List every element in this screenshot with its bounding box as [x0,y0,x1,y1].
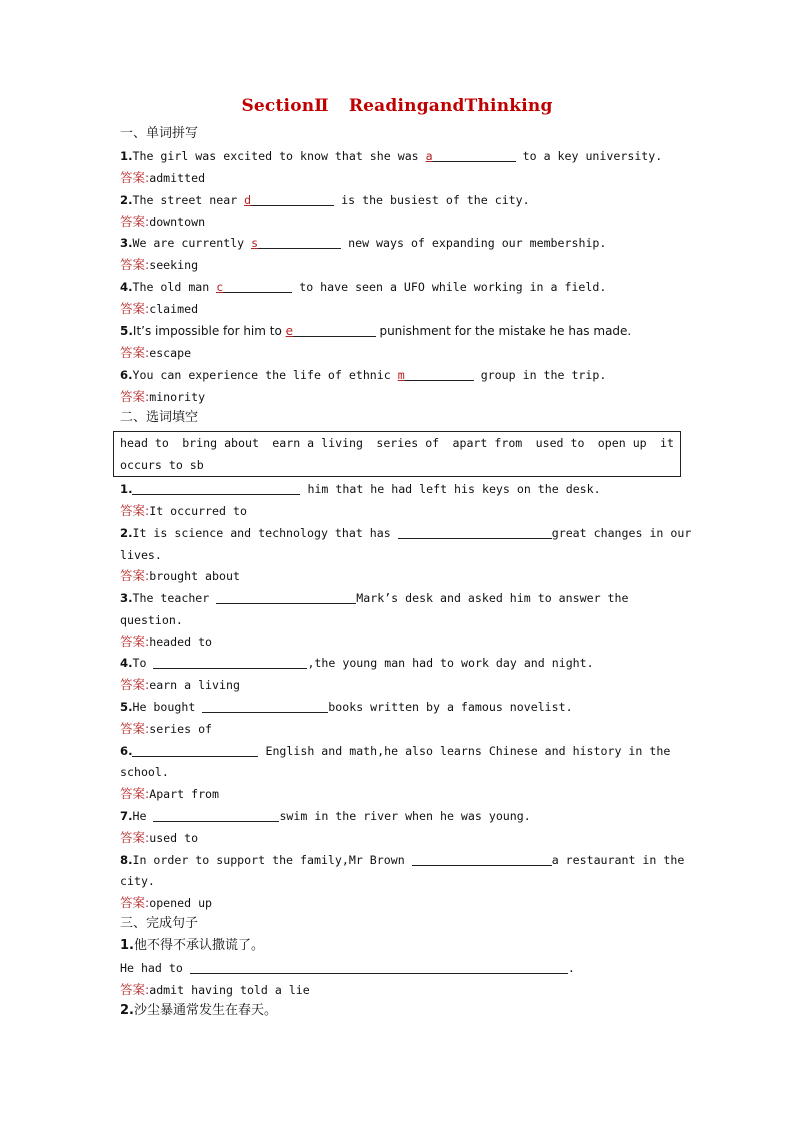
s2-a5: 答案:series of [120,721,213,736]
s1-a2: 答案:downtown [120,214,206,229]
s3-a1: 答案:admit having told a lie [120,982,310,997]
s2-a4: 答案:earn a living [120,677,240,692]
word-option: used to [535,436,585,450]
s2-q3: 3.The teacher Mark’s desk and asked him to answer the [120,591,629,605]
word-option: it [659,436,674,450]
word-option: head to [120,436,169,450]
s2-q3-cont: question. [120,613,183,627]
s2-q5: 5.He bought books written by a famous novelist. [120,700,573,714]
s2-a3: 答案:headed to [120,634,213,649]
s2-q4: 4.To ,the young man had to work day and night. [120,656,594,670]
s1-q5-blank[interactable]: e [286,322,376,337]
s1-a5: 答案:escape [120,345,192,360]
title-section: SectionⅡ [241,96,329,116]
s1-q6-blank[interactable]: m [398,366,474,381]
s3-q1: He had to . [120,961,575,975]
s1-q4: 4.The old man c to have seen a UFO while working in a field. [120,280,607,294]
section3-heading: 三、完成句子 [120,916,199,931]
s2-q7-blank[interactable] [153,807,279,822]
s2-q6-blank[interactable] [132,742,258,757]
s1-q4-blank[interactable]: c [216,278,292,293]
s2-q8-blank[interactable] [412,851,552,866]
s1-a4: 答案:claimed [120,301,199,316]
s2-a2: 答案:brought about [120,568,240,583]
s2-q2: 2.It is science and technology that has great changes in our [120,526,692,540]
word-option: bring about [182,436,259,450]
word-box-row1 [120,432,674,454]
s3-q2-chinese: 2.沙尘暴通常发生在春天。 [120,1003,277,1018]
s1-q1: 1.The girl was excited to know that she was a to a key university. [120,149,663,163]
s2-a8: 答案:opened up [120,895,213,910]
s1-q2: 2.The street near d is the busiest of the city. [120,193,530,207]
word-option: earn a living [272,436,364,450]
s1-a1: 答案:admitted [120,170,206,185]
section1-heading: 一、单词拼写 [120,126,199,141]
s2-q2-cont: lives. [120,548,162,562]
s2-q7: 7.He swim in the river when he was young. [120,809,531,823]
title-reading-thinking: ReadingandThinking [348,96,553,116]
s3-q1-blank[interactable] [190,959,568,974]
s2-q1-blank[interactable] [132,480,300,495]
s3-q1-chinese: 1.他不得不承认撒谎了。 [120,938,264,953]
word-box-row2: occurs to sb [120,458,204,472]
s2-q3-blank[interactable] [216,589,356,604]
s1-a6: 答案:minority [120,389,206,404]
s1-q3-blank[interactable]: s [251,234,341,249]
word-box [113,431,681,477]
s2-q1: 1. him that he had left his keys on the desk. [120,482,601,496]
s2-q5-blank[interactable] [202,698,328,713]
word-option: series of [376,436,440,450]
s1-q2-blank[interactable]: d [244,191,334,206]
s2-q8: 8.In order to support the family,Mr Brown a restaurant in the [120,853,685,867]
s2-q4-blank[interactable] [153,654,307,669]
s1-q1-blank[interactable]: a [426,147,516,162]
s1-a3: 答案:seeking [120,257,199,272]
s1-q3: 3.We are currently s new ways of expanding our membership. [120,236,607,250]
s2-a7: 答案:used to [120,830,199,845]
s2-a1: 答案:It occurred to [120,503,247,518]
section2-heading: 二、选词填空 [120,410,199,425]
word-option: apart from [452,436,523,450]
s2-q8-cont: city. [120,874,155,888]
page-title [0,96,794,116]
s1-q5: 5.It’s impossible for him to e punishment for the mistake he has made. [120,324,632,338]
s1-q6: 6.You can experience the life of ethnic m group in the trip. [120,368,607,382]
s2-a6: 答案:Apart from [120,786,220,801]
s2-q6: 6. English and math,he also learns Chinese and history in the [120,744,671,758]
word-option: open up [597,436,647,450]
s2-q2-blank[interactable] [398,524,552,539]
s2-q6-cont: school. [120,765,169,779]
